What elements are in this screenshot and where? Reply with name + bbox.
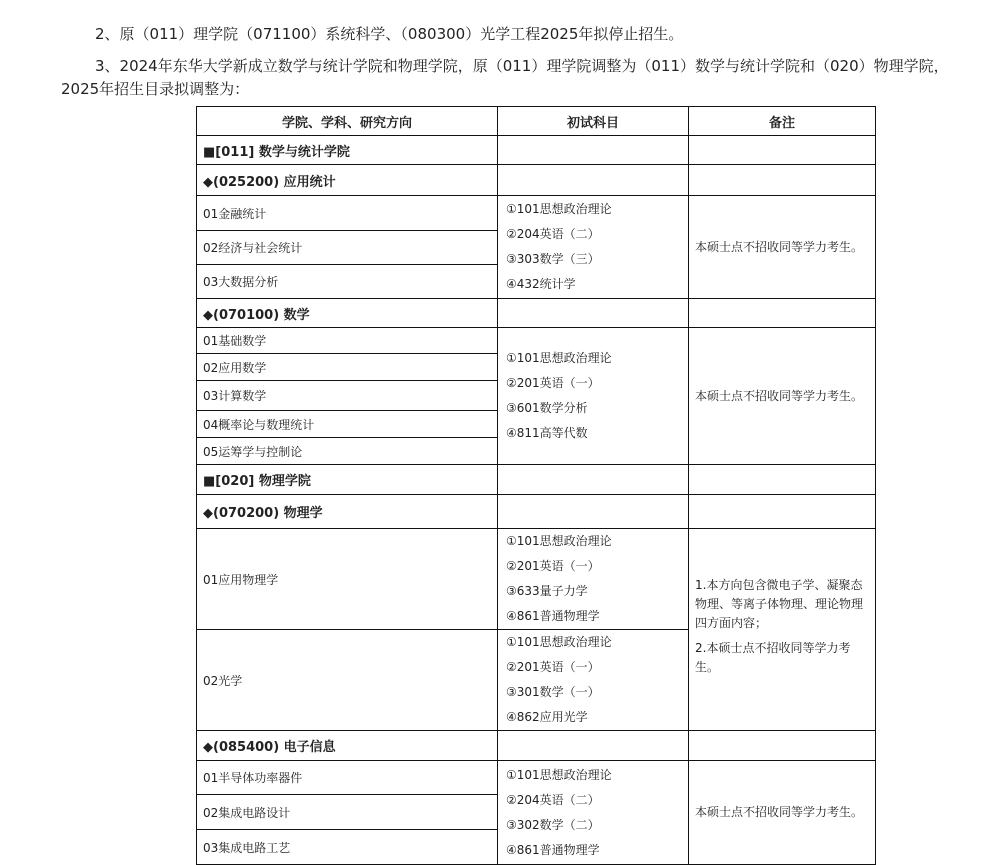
header-subjects: 初试科目 [498, 107, 689, 136]
subject-item: ③601数学分析 [506, 401, 588, 415]
direction-item: 02光学 [197, 630, 498, 731]
direction-item: 01应用物理学 [197, 529, 498, 630]
direction-list [197, 761, 498, 865]
subject-item: ②204英语（二） [506, 792, 600, 807]
direction-item: 02经济与社会统计 [197, 231, 497, 265]
remark-line: 2.本硕士点不招收同等学力考生。 [695, 641, 851, 674]
table-row [197, 196, 876, 299]
table-row [197, 761, 876, 865]
exam-subjects [498, 328, 689, 465]
school-row-title: ■[020] 物理学院 [197, 465, 498, 495]
table-row [197, 495, 876, 529]
direction-item: 05运筹学与控制论 [203, 444, 303, 459]
subject-item: ②201英语（一） [506, 559, 600, 573]
subject-item: ③301数学（一） [506, 685, 600, 699]
remark: 本硕士点不招收同等学力考生。 [689, 196, 876, 299]
subject-item: ③303数学（三） [506, 252, 600, 266]
remark [689, 529, 876, 731]
enrollment-table [196, 106, 876, 865]
subject-item: ②201英语（一） [506, 660, 600, 674]
paragraph-restructure-cont: 2025年招生目录拟调整为： [61, 80, 250, 98]
table-row [197, 299, 876, 328]
subject-item: ①101思想政治理论 [506, 202, 612, 216]
discipline-title: ◆(070100) 数学 [197, 299, 498, 328]
discipline-title: ◆(025200) 应用统计 [197, 165, 498, 196]
table-row [197, 136, 876, 165]
exam-subjects [498, 529, 689, 630]
exam-subjects [498, 196, 689, 299]
subject-item: ③302数学（二） [506, 817, 600, 832]
subject-item: ①101思想政治理论 [506, 767, 612, 782]
direction-item: 01基础数学 [197, 328, 497, 354]
direction-item: 03计算数学 [197, 381, 497, 411]
direction-item: 02应用数学 [197, 354, 497, 381]
direction-item: 01半导体功率器件 [197, 761, 497, 795]
remark-line: 1.本方向包含微电子学、凝聚态物理、等离子体物理、理论物理四方面内容； [695, 578, 864, 630]
remark: 本硕士点不招收同等学力考生。 [689, 328, 876, 465]
discipline-title: ◆(085400) 电子信息 [197, 731, 498, 761]
header-note: 备注 [689, 107, 876, 136]
discipline-title: ◆(070200) 物理学 [197, 495, 498, 529]
subject-item: ④862应用光学 [506, 710, 588, 724]
direction-item: 03集成电路工艺 [203, 840, 291, 855]
table-header-row [197, 107, 876, 136]
table-row [197, 529, 876, 630]
paragraph-restructure: 3、2024年东华大学新成立数学与统计学院和物理学院，原（011）理学院调整为（011）数学与统计学院和（020）物理学院， [95, 57, 949, 75]
subject-item: ①101思想政治理论 [506, 635, 612, 649]
subject-item: ②201英语（一） [506, 376, 600, 390]
subject-item: ④811高等代数 [506, 426, 588, 440]
direction-list [197, 328, 498, 465]
paragraph-stop-enrollment: 2、原（011）理学院（071100）系统科学、（080300）光学工程2025年拟停止招生。 [95, 25, 684, 43]
subject-item: ②204英语（二） [506, 227, 600, 241]
direction-item: 01金融统计 [197, 196, 497, 231]
remark: 本硕士点不招收同等学力考生。 [689, 761, 876, 865]
subject-item: ④861普通物理学 [506, 842, 600, 857]
table-row [197, 328, 876, 465]
table-row [197, 165, 876, 196]
header-direction: 学院、学科、研究方向 [197, 107, 498, 136]
subject-item: ④861普通物理学 [506, 609, 600, 623]
exam-subjects [498, 630, 689, 731]
school-row-title: ■[011] 数学与统计学院 [197, 136, 498, 165]
subject-item: ①101思想政治理论 [506, 351, 612, 365]
direction-list [197, 196, 498, 299]
table-row [197, 731, 876, 761]
subject-item: ①101思想政治理论 [506, 534, 612, 548]
subject-item: ④432统计学 [506, 277, 576, 291]
exam-subjects [498, 761, 689, 865]
subject-item: ③633量子力学 [506, 584, 588, 598]
direction-item: 03大数据分析 [203, 275, 279, 289]
table-row [197, 465, 876, 495]
direction-item: 02集成电路设计 [197, 795, 497, 830]
direction-item: 04概率论与数理统计 [197, 411, 497, 438]
